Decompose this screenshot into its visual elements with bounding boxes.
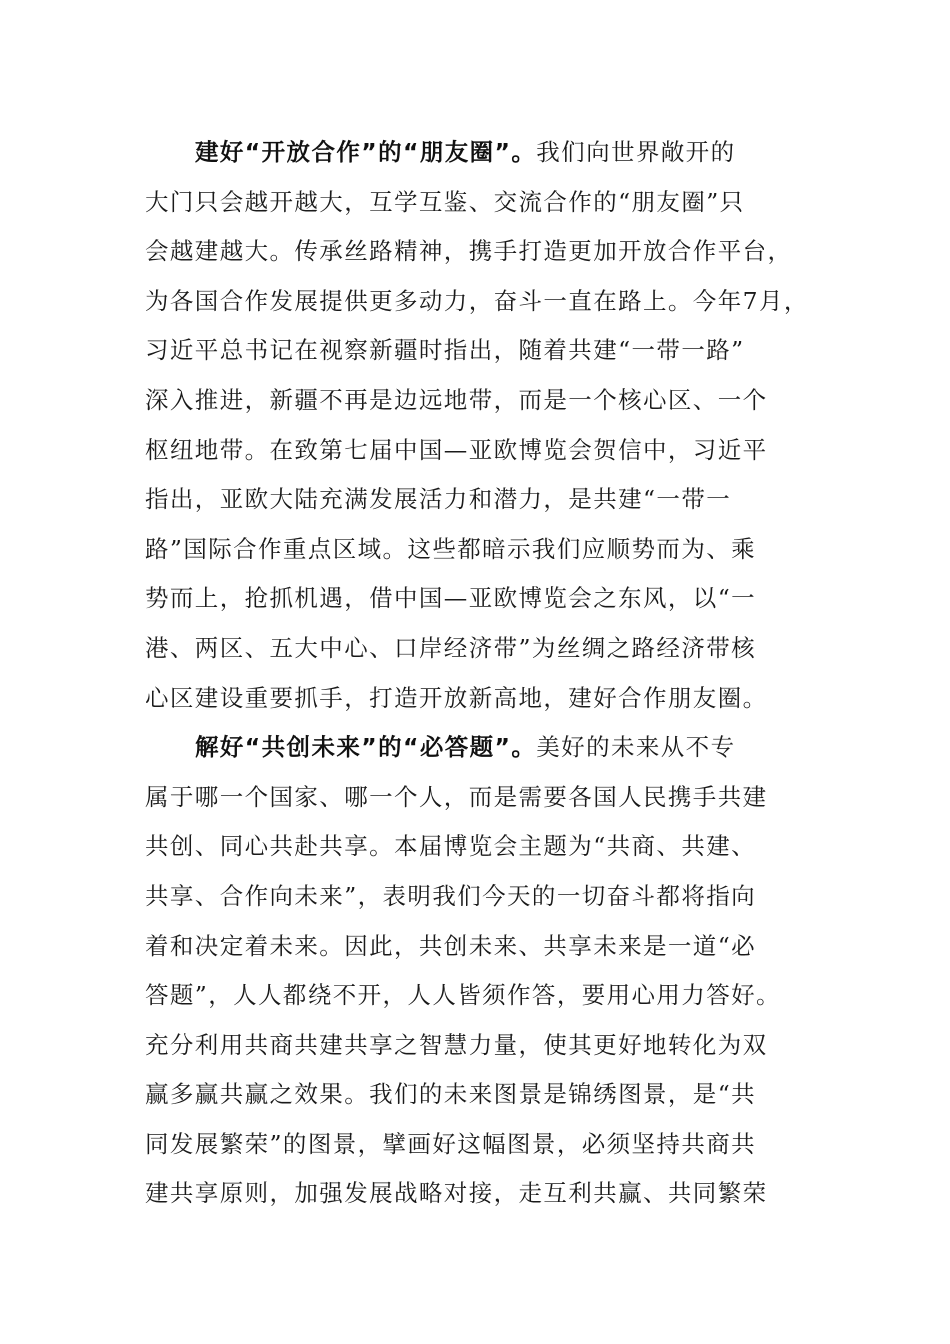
paragraph-1-line-5: 习近平总书记在视察新疆时指出，随着共建“一带一路” — [145, 336, 745, 365]
paragraph-1-line-7: 枢纽地带。在致第七届中国—亚欧博览会贺信中，习近平 — [145, 435, 768, 464]
paragraph-1-line-9: 路”国际合作重点区域。这些都暗示我们应顺势而为、乘 — [145, 534, 757, 563]
paragraph-1-line-4: 为各国合作发展提供更多动力，奋斗一直在路上。今年7月， — [145, 286, 809, 315]
paragraph-1-line-6: 深入推进，新疆不再是边远地带，而是一个核心区、一个 — [145, 385, 768, 414]
paragraph-1-line-11: 港、两区、五大中心、口岸经济带”为丝绸之路经济带核 — [145, 633, 757, 662]
paragraph-2-line-1 — [145, 723, 825, 773]
paragraph-2-line-7: 充分利用共商共建共享之智慧力量，使其更好地转化为双 — [145, 1030, 768, 1059]
paragraph-1-line-8: 指出，亚欧大陆充满发展活力和潜力，是共建“一带一 — [145, 485, 732, 514]
paragraph-2-line-4: 共享、合作向未来”，表明我们今天的一切奋斗都将指向 — [145, 881, 757, 910]
paragraph-2-line-8: 赢多赢共赢之效果。我们的未来图景是锦绣图景，是“共 — [145, 1080, 757, 1109]
paragraph-2-line-9: 同发展繁荣”的图景，擘画好这幅图景，必须坚持共商共 — [145, 1129, 757, 1158]
paragraph-2-line-3: 共创、同心共赴共享。本届博览会主题为“共商、共建、 — [145, 832, 757, 861]
paragraph-2-line-10: 建共享原则，加强发展战略对接，走互利共赢、共同繁荣 — [145, 1179, 768, 1208]
paragraph-2-heading: 解好“共创未来”的“必答题”。 — [195, 733, 537, 762]
paragraph-1-line-1 — [145, 128, 825, 178]
paragraph-2-line-6: 答题”，人人都绕不开，人人皆须作答，要用心用力答好。 — [145, 981, 781, 1010]
paragraph-1-line-12: 心区建设重要抓手，打造开放新高地，建好合作朋友圈。 — [145, 683, 768, 712]
paragraph-2-line-5: 着和决定着未来。因此，共创未来、共享未来是一道“必 — [145, 931, 757, 960]
paragraph-1-line-3: 会越建越大。传承丝路精神，携手打造更加开放合作平台， — [145, 237, 793, 266]
document-body — [145, 128, 825, 1219]
paragraph-2-text: 美好的未来从不专 — [536, 733, 736, 762]
paragraph-1-text: 我们向世界敞开的 — [536, 138, 736, 166]
paragraph-1-heading: 建好“开放合作”的“朋友圈”。 — [195, 138, 537, 166]
paragraph-1-line-2: 大门只会越开越大，互学互鉴、交流合作的“朋友圈”只 — [145, 187, 745, 216]
paragraph-1-line-10: 势而上，抢抓机遇，借中国—亚欧博览会之东风，以“一 — [145, 584, 757, 613]
paragraph-2-line-2: 属于哪一个国家、哪一个人，而是需要各国人民携手共建 — [145, 782, 768, 811]
